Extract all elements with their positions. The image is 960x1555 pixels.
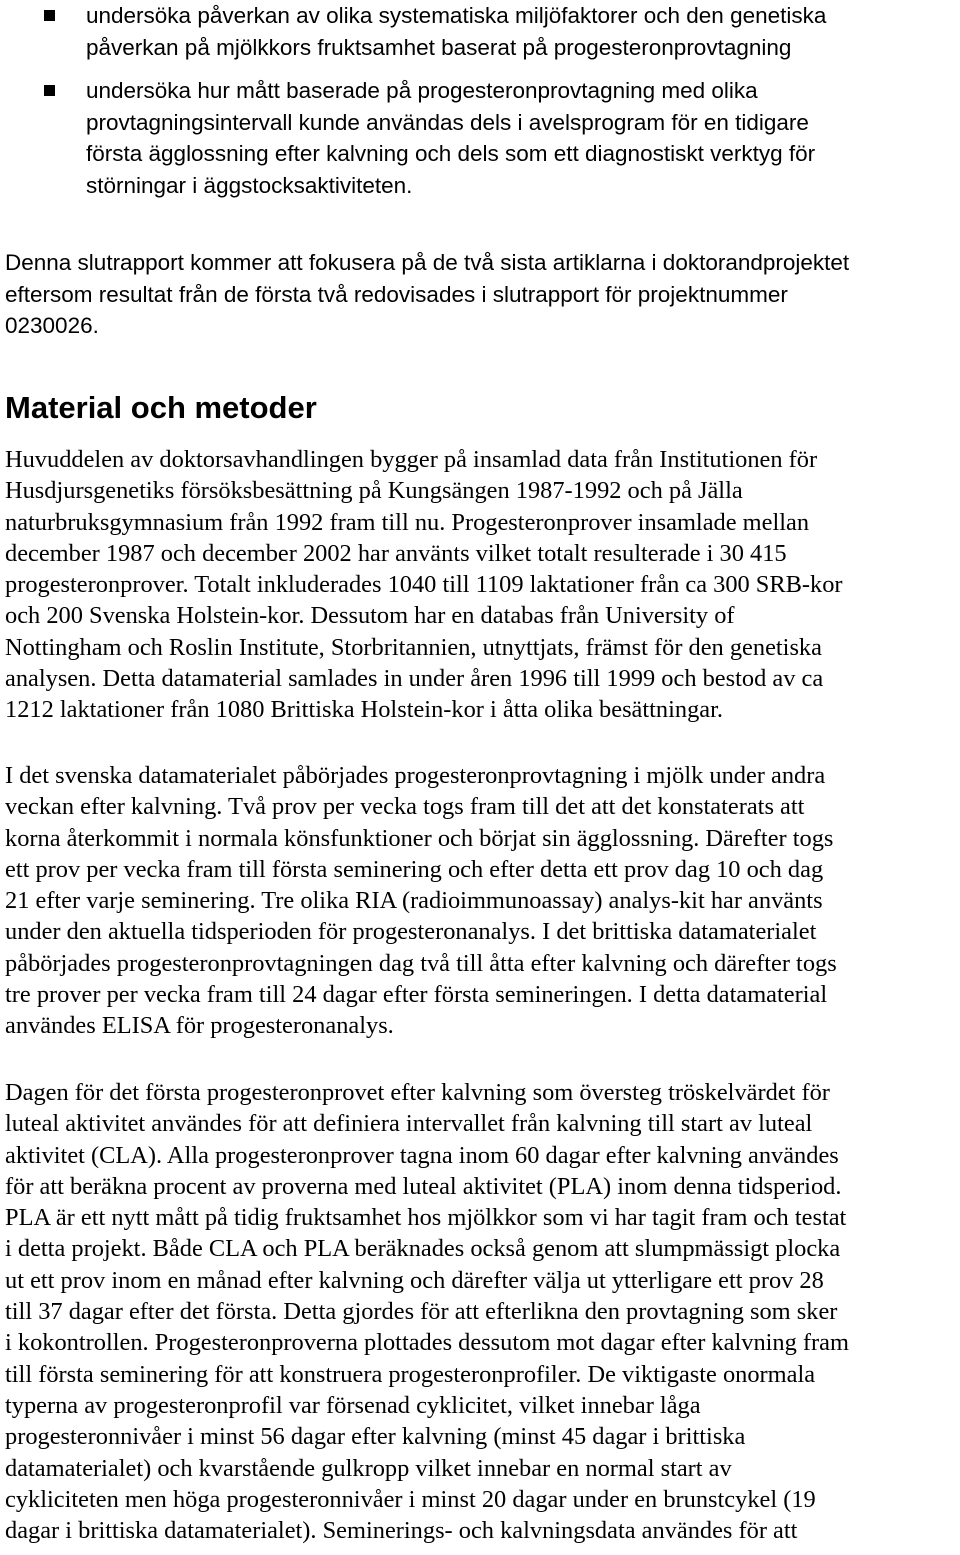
p1-line-6: och 200 Svenska Holstein-kor. Dessutom har en databas från University of — [5, 602, 735, 630]
intro-paragraph — [5, 247, 957, 342]
intro-line-2: eftersom resultat från de första två redovisades i slutrapport för projektnummer — [5, 281, 788, 307]
p3-line-1: Dagen för det första progesteronprovet efter kalvning som översteg tröskelvärdet för — [5, 1079, 830, 1106]
p3-line-11: typerna av progesteronprofil var försenad cyklicitet, vilket innebar låga — [5, 1391, 701, 1419]
p2-line-1: I det svenska datamaterialet påbörjades progesteronprovtagning i mjölk under andra — [5, 762, 826, 789]
p2-line-6: under den aktuella tidsperioden för progesteronanalys. I det brittiska datamaterialet — [5, 918, 817, 946]
p1-line-3: naturbruksgymnasium från 1992 fram till nu. Progesteronprover insamlade mellan — [5, 508, 810, 536]
p3-line-13: datamaterialet) och kvarstående gulkropp vilket innebar en normal start av — [5, 1454, 732, 1482]
p2-line-9: användes ELISA för progesteronanalys. — [5, 1012, 394, 1040]
intro-line-3: 0230026. — [5, 313, 99, 338]
bullet-item-2 — [0, 75, 960, 201]
p3-line-5: PLA är ett nytt mått på tidig fruktsamhet hos mjölkkor som vi har tagit fram och testat — [5, 1204, 847, 1232]
p3-line-2: luteal aktivitet användes för att definiera intervallet från kalvning till start av luteal — [5, 1110, 813, 1138]
bullet-2-line-1: undersöka hur mått baserade på progesteronprovtagning med olika — [86, 78, 758, 103]
p1-line-2: Husdjursgenetiks försöksbesättning på Kungsängen 1987-1992 och på Jälla — [5, 477, 743, 505]
p2-line-8: tre prover per vecka fram till 24 dagar efter första semineringen. I detta datamaterial — [5, 981, 828, 1009]
p3-line-15: dagar i brittiska datamaterialet). Seminerings- och kalvningsdata användes för att — [5, 1517, 798, 1545]
aims-bullet-list — [0, 0, 960, 201]
intro-line-1: Denna slutrapport kommer att fokusera på de två sista artiklarna i doktorandprojektet — [5, 250, 850, 275]
p1-line-9: 1212 laktationer från 1080 Brittiska Holstein-kor i åtta olika besättningar. — [5, 696, 723, 724]
bullet-2-line-3: första ägglossning efter kalvning och dels som ett diagnostiskt verktyg för — [86, 141, 816, 166]
body-paragraph-3 — [5, 1077, 957, 1546]
p1-line-7: Nottingham och Roslin Institute, Storbritannien, utnyttjats, främst för den genetiska — [5, 633, 822, 661]
bullet-1-line-1: undersöka påverkan av olika systematiska miljöfaktorer och den genetiska — [86, 3, 827, 28]
p3-line-7: ut ett prov inom en månad efter kalvning och därefter välja ut ytterligare ett prov 28 — [5, 1266, 824, 1294]
bullet-1-line-2: påverkan på mjölkkors fruktsamhet baserat på progesteronprovtagning — [86, 34, 792, 60]
p2-line-2: veckan efter kalvning. Två prov per vecka togs fram till det att det konstaterats att — [5, 793, 805, 821]
p1-line-1: Huvuddelen av doktorsavhandlingen bygger på insamlad data från Institutionen för — [5, 446, 818, 473]
body-paragraph-2 — [5, 760, 957, 1042]
square-bullet-icon — [44, 10, 55, 21]
bullet-item-1 — [0, 0, 960, 63]
body-paragraph-1 — [5, 444, 957, 726]
p3-line-6: i detta projekt. Både CLA och PLA beräknades också genom att slumpmässigt plocka — [5, 1235, 841, 1263]
p3-line-3: aktivitet (CLA). Alla progesteronprover tagna inom 60 dagar efter kalvning användes — [5, 1141, 839, 1169]
p2-line-4: ett prov per vecka fram till första seminering och efter detta ett prov dag 10 och dag — [5, 855, 824, 883]
square-bullet-icon — [44, 85, 55, 96]
p3-line-14: cykliciteten men höga progesteronnivåer i minst 20 dagar under en brunstcykel (19 — [5, 1485, 816, 1513]
p2-line-3: korna återkommit i normala könsfunktioner och börjat sin ägglossning. Därefter togs — [5, 824, 834, 852]
p3-line-9: i kokontrollen. Progesteronproverna plottades dessutom mot dagar efter kalvning fram — [5, 1329, 849, 1357]
p3-line-8: till 37 dagar efter det första. Detta gjordes för att efterlikna den provtagning som sker — [5, 1298, 838, 1326]
p1-line-5: progesteronprover. Totalt inkluderades 1040 till 1109 laktationer från ca 300 SRB-kor — [5, 571, 843, 599]
p3-line-10: till första seminering för att konstruera progesteronprofiler. De viktigaste onormala — [5, 1360, 816, 1388]
p2-line-7: påbörjades progesteronprovtagningen dag två till åtta efter kalvning och därefter togs — [5, 949, 837, 977]
p3-line-12: progesteronnivåer i minst 56 dagar efter kalvning (minst 45 dagar i brittiska — [5, 1423, 746, 1451]
p3-line-4: för att beräkna procent av proverna med luteal aktivitet (PLA) inom denna tidsperiod. — [5, 1172, 842, 1200]
p1-line-4: december 1987 och december 2002 har använts vilket totalt resulterade i 30 415 — [5, 539, 787, 567]
bullet-2-line-4: störningar i äggstocksaktiviteten. — [86, 172, 413, 198]
p2-line-5: 21 efter varje seminering. Tre olika RIA (radioimmunoassay) analys-kit har använts — [5, 887, 823, 915]
bullet-2-line-2: provtagningsintervall kunde användas dels i avelsprogram för en tidigare — [86, 109, 809, 135]
section-heading: Material och metoder — [5, 390, 317, 425]
p1-line-8: analysen. Detta datamaterial samlades in under åren 1996 till 1999 och bestod av ca — [5, 665, 824, 693]
